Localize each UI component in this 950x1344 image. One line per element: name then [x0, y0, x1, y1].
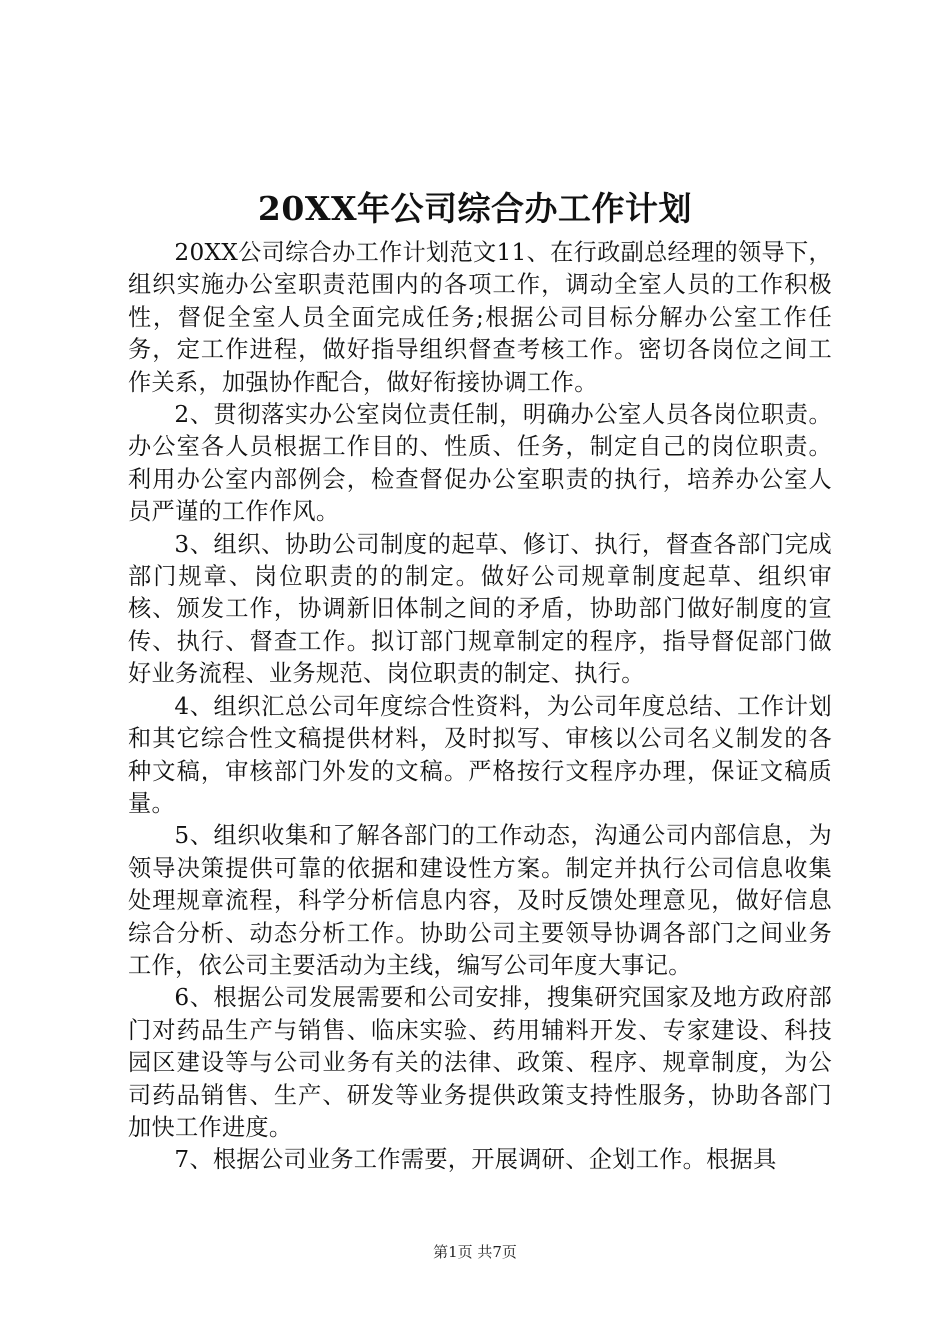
paragraph-2: 2、贯彻落实办公室岗位责任制，明确办公室人员各岗位职责。办公室各人员根据工作目的、性质、任务，制定自己的岗位职责。利用办公室内部例会，检查督促办公室职责的执行，培养办公室人员严谨的工作作风。	[128, 401, 832, 526]
paragraph-4: 4、组织汇总公司年度综合性资料，为公司年度总结、工作计划和其它综合性文稿提供材料，及时拟写、审核以公司名义制发的各种文稿，审核部门外发的文稿。严格按行文程序办理，保证文稿质量。	[128, 692, 832, 817]
page-footer: 第1页 共7页	[433, 1243, 517, 1261]
paragraph-1: 20XX公司综合办工作计划范文11、在行政副总经理的领导下，组织实施办公室职责范围内的各项工作，调动全室人员的工作积极性，督促全室人员全面完成任务;根据公司目标分解办公室工作任务，定工作进程，做好指导组织督查考核工作。密切各岗位之间工作关系，加强协作配合，做好衔接协调工作。	[128, 239, 832, 396]
paragraph-6: 6、根据公司发展需要和公司安排，搜集研究国家及地方政府部门对药品生产与销售、临床实验、药用辅料开发、专家建设、科技园区建设等与公司业务有关的法律、政策、程序、规章制度，为公司药品销售、生产、研发等业务提供政策支持性服务，协助各部门加快工作进度。	[128, 984, 832, 1141]
document-title: 20XX年公司综合办工作计划	[257, 189, 693, 228]
paragraph-7: 7、根据公司业务工作需要，开展调研、企划工作。根据具	[174, 1146, 777, 1174]
paragraph-5: 5、组织收集和了解各部门的工作动态，沟通公司内部信息，为领导决策提供可靠的依据和建设性方案。制定并执行公司信息收集处理规章流程，科学分析信息内容，及时反馈处理意见，做好信息综合分析、动态分析工作。协助公司主要领导协调各部门之间业务工作，依公司主要活动为主线，编写公司年度大事记。	[128, 822, 832, 979]
document-body	[128, 237, 832, 1177]
paragraph-3: 3、组织、协助公司制度的起草、修订、执行，督查各部门完成部门规章、岗位职责的的制定。做好公司规章制度起草、组织审核、颁发工作，协调新旧体制之间的矛盾，协助部门做好制度的宣传、执行、督查工作。拟订部门规章制定的程序，指导督促部门做好业务流程、业务规范、岗位职责的制定、执行。	[128, 530, 832, 688]
